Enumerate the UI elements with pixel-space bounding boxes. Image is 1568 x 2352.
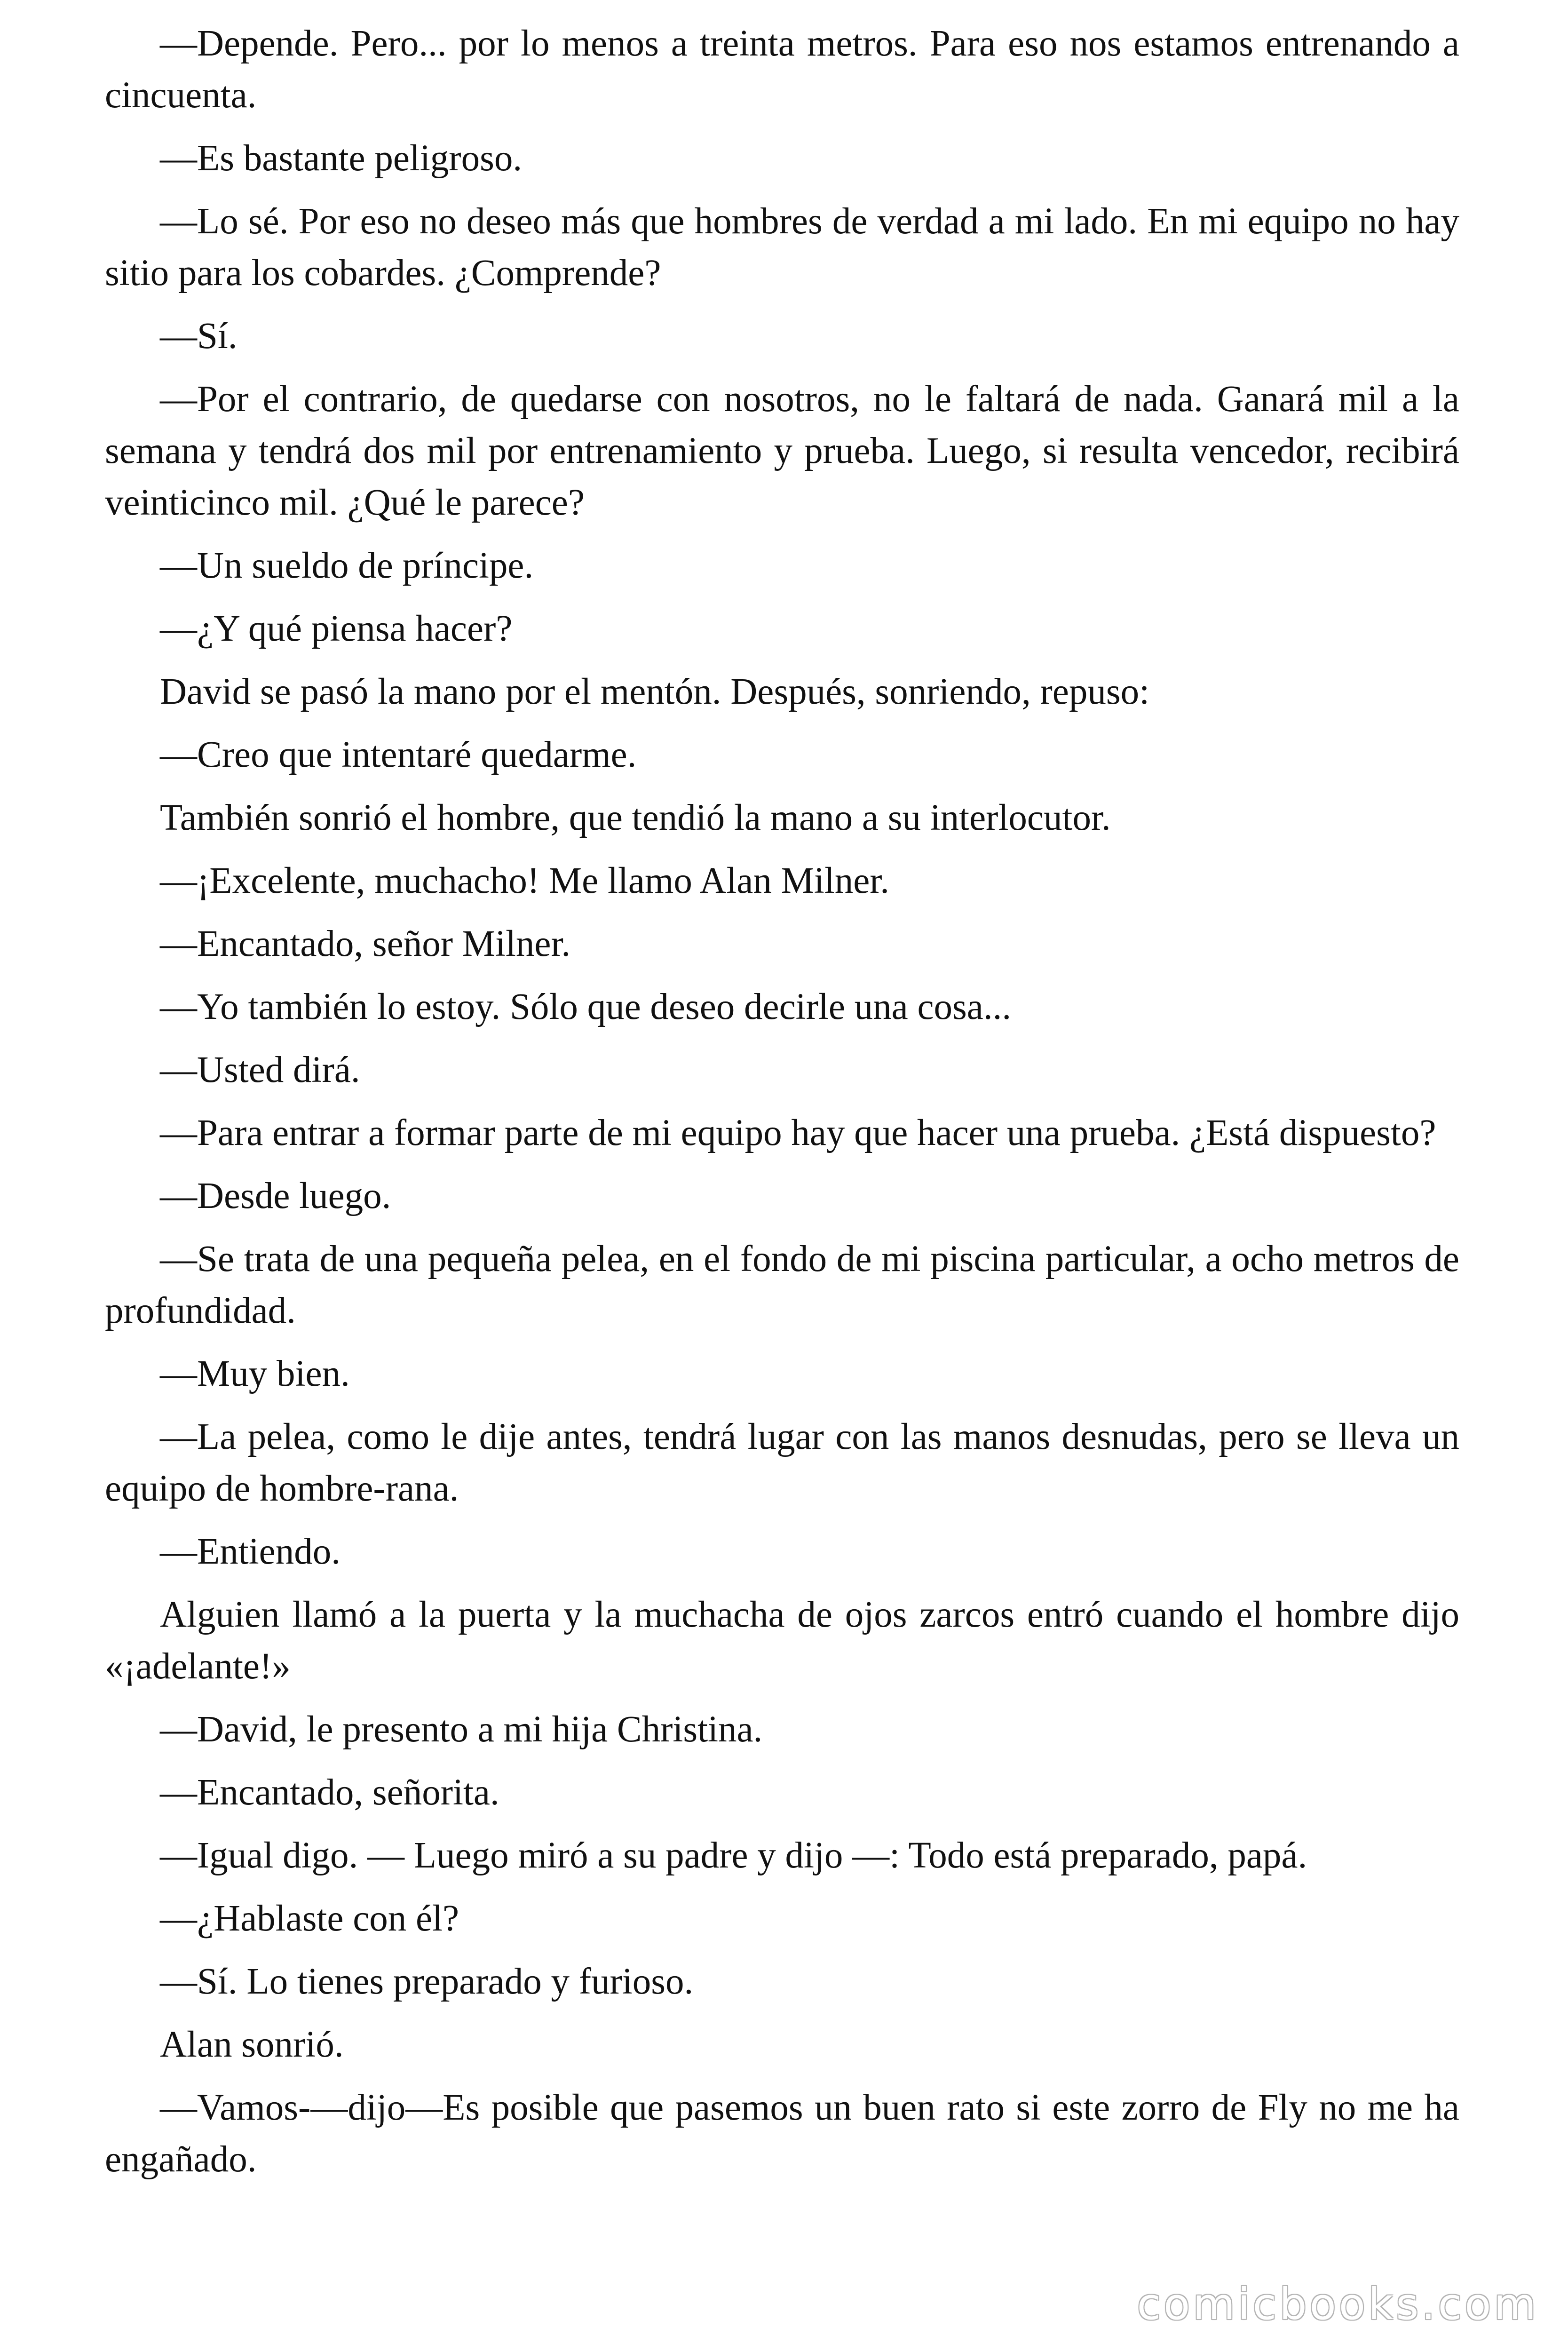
paragraph: —Es bastante peligroso. xyxy=(160,138,523,179)
paragraph: —Se trata de una pequeña pelea, en el fondo de mi piscina particular, a ocho metros de profundidad. xyxy=(105,1239,1459,1331)
paragraph: —¡Excelente, muchacho! Me llamo Alan Milner. xyxy=(160,860,889,901)
paragraph: —¿Hablaste con él? xyxy=(160,1898,459,1939)
paragraph: —Depende. Pero... por lo menos a treinta metros. Para eso nos estamos entrenando a cincuenta. xyxy=(105,23,1459,116)
paragraph: —¿Y qué piensa hacer? xyxy=(160,608,513,649)
paragraph: —Para entrar a formar parte de mi equipo hay que hacer una prueba. ¿Está dispuesto? xyxy=(160,1112,1436,1153)
paragraph: —Sí. Lo tienes preparado y furioso. xyxy=(160,1961,694,2002)
paragraph: —Desde luego. xyxy=(160,1176,391,1216)
paragraph: —David, le presento a mi hija Christina. xyxy=(160,1709,763,1750)
paragraph: —Sí. xyxy=(160,316,238,357)
paragraph: —Yo también lo estoy. Sólo que deseo decirle una cosa... xyxy=(160,986,1012,1027)
paragraph: —Encantado, señor Milner. xyxy=(160,923,571,964)
paragraph: —Creo que intentaré quedarme. xyxy=(160,734,637,775)
watermark: comicbooks.com xyxy=(1137,2279,1539,2329)
paragraph: David se pasó la mano por el mentón. Después, sonriendo, repuso: xyxy=(160,671,1150,712)
paragraph: —La pelea, como le dije antes, tendrá lugar con las manos desnudas, pero se lleva un equipo de hombre-rana. xyxy=(105,1416,1459,1509)
paragraph: —Lo sé. Por eso no deseo más que hombres de verdad a mi lado. En mi equipo no hay sitio para los cobardes. ¿Comprende? xyxy=(105,201,1459,294)
paragraph: —Un sueldo de príncipe. xyxy=(160,545,534,586)
paragraph: —Encantado, señorita. xyxy=(160,1772,499,1813)
paragraph: —Vamos-—dijo—Es posible que pasemos un buen rato si este zorro de Fly no me ha engañado. xyxy=(105,2087,1459,2180)
paragraph: Alguien llamó a la puerta y la muchacha de ojos zarcos entró cuando el hombre dijo «¡adelante!» xyxy=(105,1594,1459,1687)
paragraph: Alan sonrió. xyxy=(160,2024,344,2065)
paragraph: —Usted dirá. xyxy=(160,1049,360,1090)
paragraph: —Por el contrario, de quedarse con nosotros, no le faltará de nada. Ganará mil a la semana y tendrá dos mil por entrenamiento y prueba. Luego, si resulta vencedor, recibirá veinticinco mil. ¿Qué le parece? xyxy=(105,379,1459,523)
paragraph: —Igual digo. — Luego miró a su padre y dijo —: Todo está preparado, papá. xyxy=(160,1835,1307,1876)
page-body-text xyxy=(105,18,1459,2197)
paragraph: —Entiendo. xyxy=(160,1531,341,1572)
paragraph: —Muy bien. xyxy=(160,1353,350,1394)
paragraph: También sonrió el hombre, que tendió la mano a su interlocutor. xyxy=(160,797,1111,838)
